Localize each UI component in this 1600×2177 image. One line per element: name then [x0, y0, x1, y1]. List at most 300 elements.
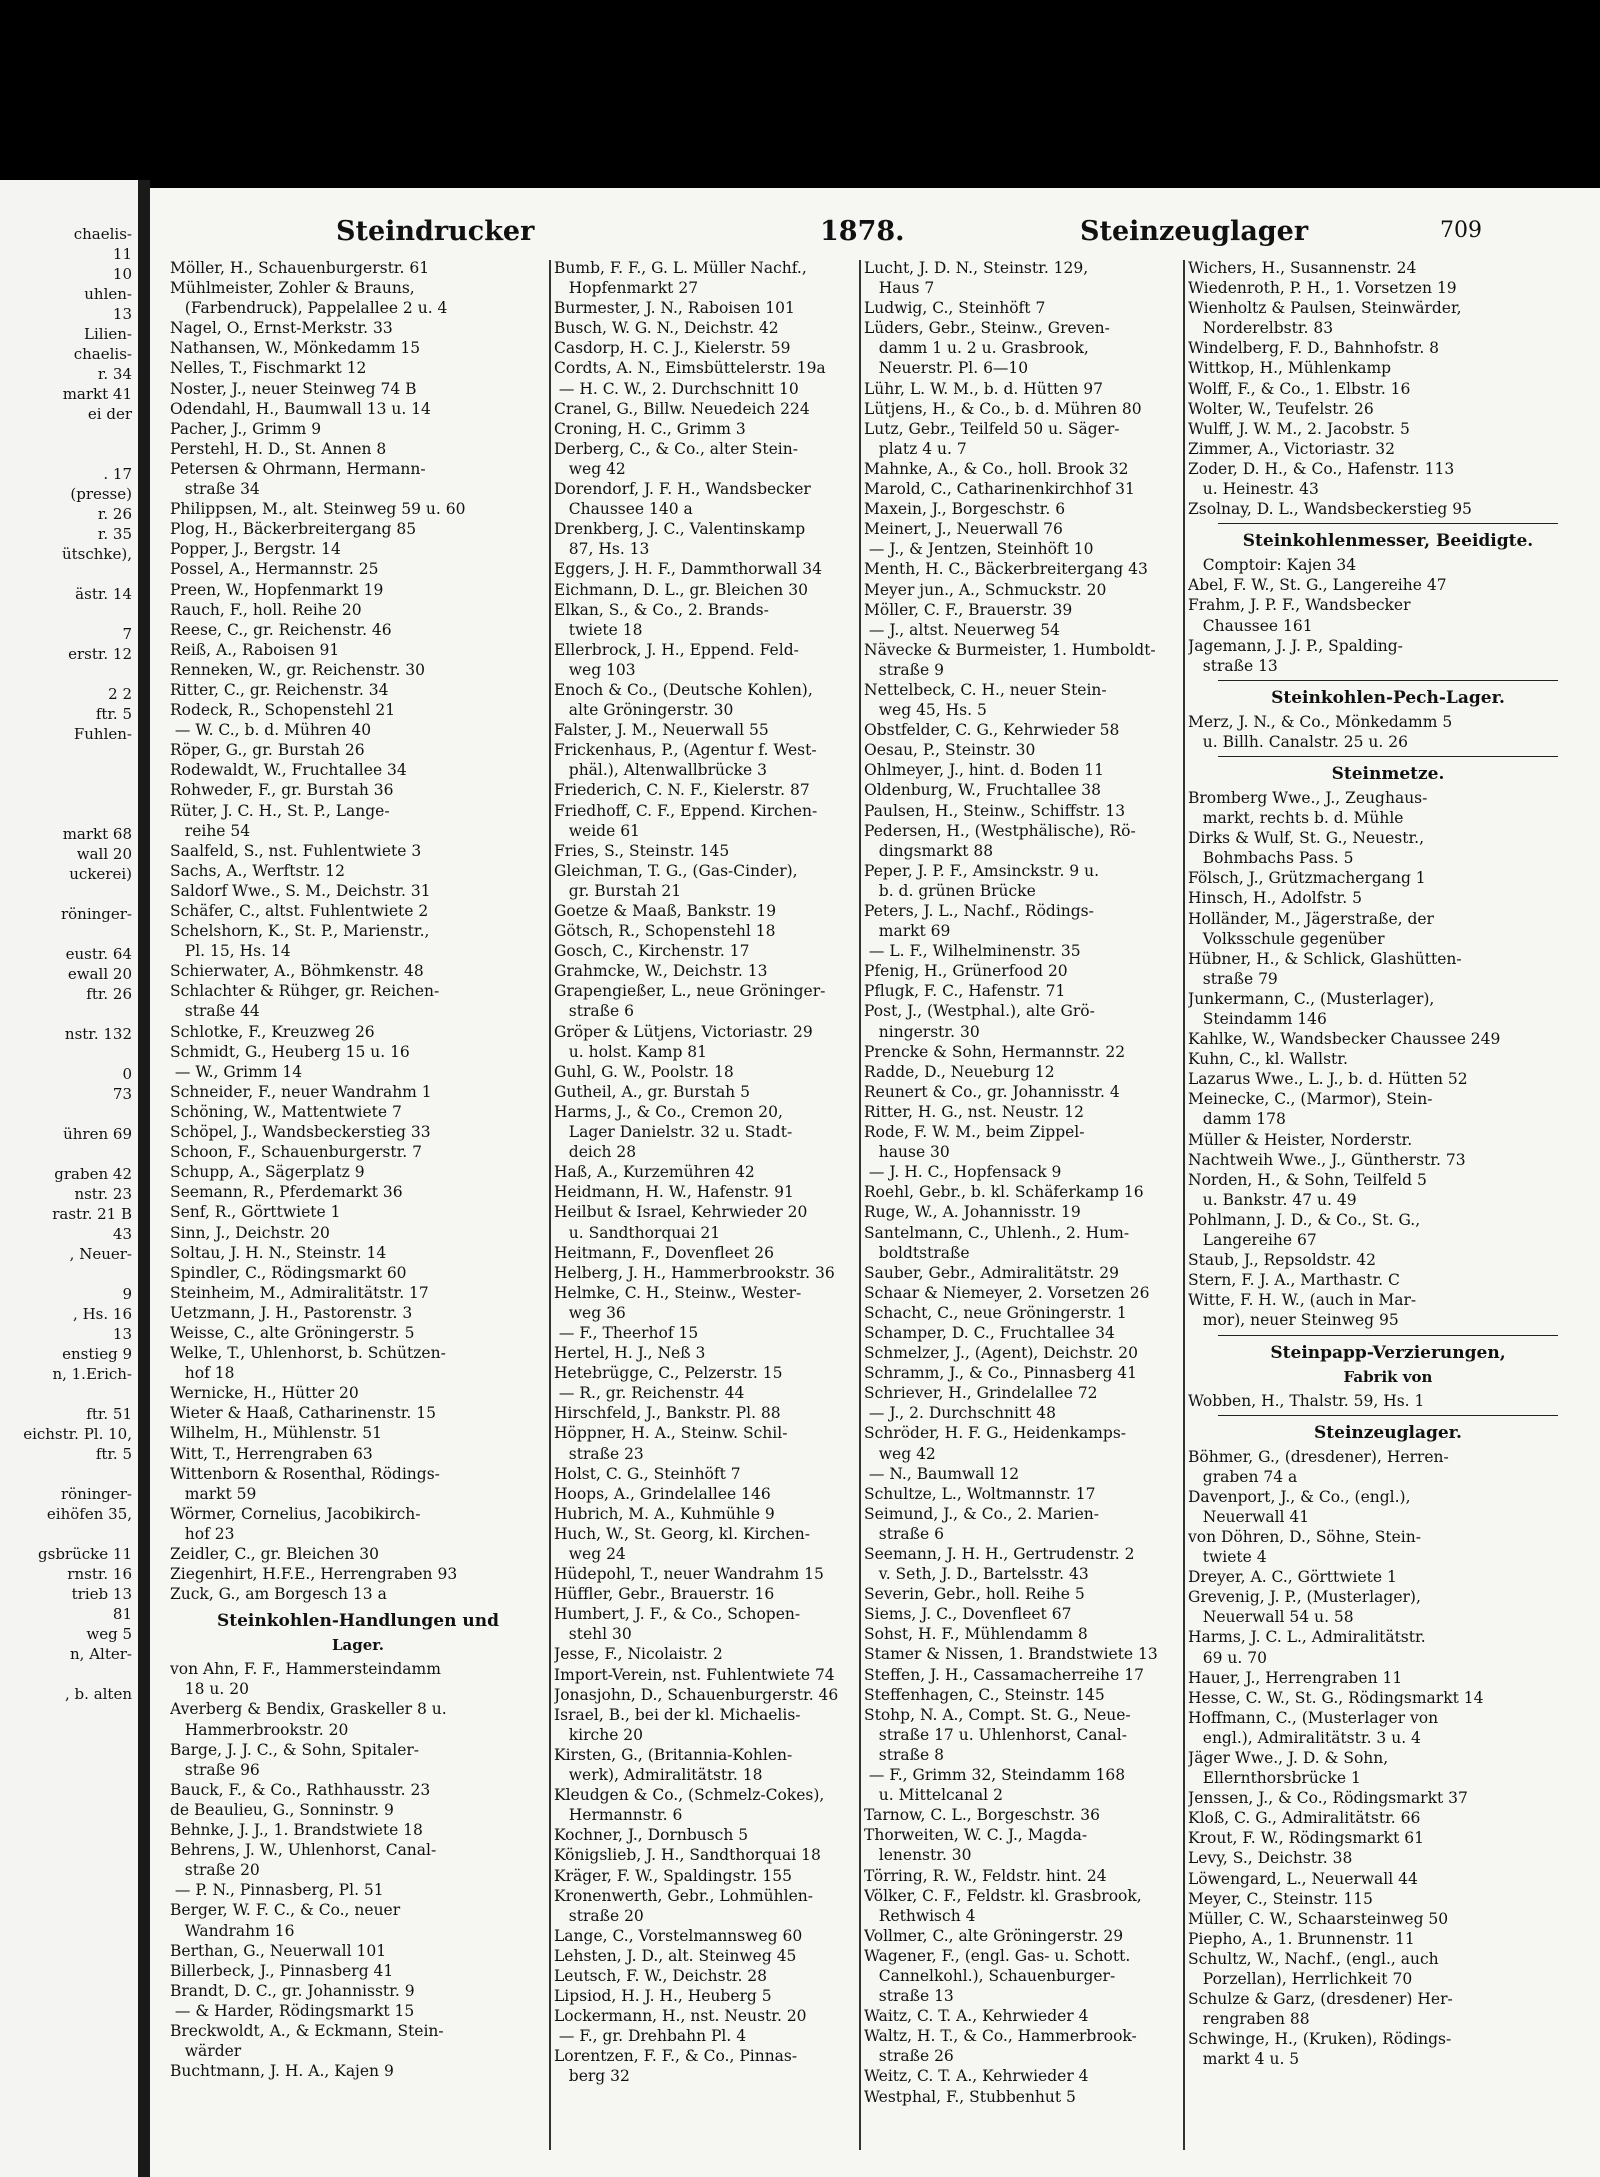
directory-entry: Frickenhaus, P., (Agentur f. West-	[554, 741, 817, 760]
directory-entry: Buchtmann, J. H. A., Kajen 9	[170, 2062, 394, 2081]
directory-entry: Norderelbstr. 83	[1188, 319, 1334, 338]
directory-entry: alte Gröningerstr. 30	[554, 701, 734, 720]
directory-entry: straße 17 u. Uhlenhorst, Canal-	[864, 1725, 1127, 1744]
directory-entry: Waitz, C. T. A., Kehrwieder 4	[864, 2007, 1089, 2026]
directory-entry: — W., Grimm 14	[170, 1062, 303, 1081]
header-left-heading: Steindrucker	[336, 216, 535, 247]
directory-entry: Krout, F. W., Rödingsmarkt 61	[1188, 1829, 1424, 1848]
directory-entry: rengraben 88	[1188, 2010, 1310, 2029]
directory-entry: Kahlke, W., Wandsbecker Chaussee 249	[1188, 1030, 1501, 1049]
directory-entry: Röper, G., gr. Burstah 26	[170, 741, 365, 760]
section-rule	[1218, 523, 1558, 524]
directory-entry: Severin, Gebr., holl. Reihe 5	[864, 1585, 1085, 1604]
directory-entry: Ohlmeyer, J., hint. d. Boden 11	[864, 761, 1105, 780]
directory-entry: Wieter & Haaß, Catharinenstr. 15	[170, 1404, 436, 1423]
directory-entry: Heitmann, F., Dovenfleet 26	[554, 1243, 774, 1262]
directory-entry: u. Sandthorquai 21	[554, 1223, 721, 1242]
directory-entry: von Döhren, D., Söhne, Stein-	[1188, 1527, 1421, 1546]
directory-entry: Bumb, F. F., G. L. Müller Nachf.,	[554, 259, 807, 277]
directory-entry: Dorendorf, J. F. H., Wandsbecker	[554, 480, 811, 499]
directory-entry: 87, Hs. 13	[554, 540, 650, 559]
facing-page-line: eustr. 64	[65, 945, 132, 963]
column-1	[170, 258, 546, 2081]
directory-entry: weg 45, Hs. 5	[864, 701, 987, 720]
page-number: 709	[1440, 218, 1482, 243]
directory-entry: Seemann, J. H. H., Gertrudenstr. 2	[864, 1545, 1135, 1563]
facing-page-column	[4, 224, 138, 1704]
section-heading: Steinpapp-Verzierungen,	[1270, 1342, 1506, 1363]
facing-page-line: 13	[112, 1325, 132, 1343]
directory-entry: Harms, J. C. L., Admiralitätstr.	[1188, 1628, 1426, 1647]
directory-entry: Kochner, J., Dornbusch 5	[554, 1826, 749, 1845]
directory-entry: Perstehl, H. D., St. Annen 8	[170, 439, 387, 458]
directory-entry: Zoder, D. H., & Co., Hafenstr. 113	[1188, 459, 1455, 478]
directory-entry: straße 34	[170, 480, 260, 499]
directory-entry: Heidmann, H. W., Hafenstr. 91	[554, 1183, 794, 1202]
directory-entry: b. d. grünen Brücke	[864, 881, 1036, 900]
directory-entry: Schlachter & Rühger, gr. Reichen-	[170, 982, 440, 1001]
directory-entry: Lühr, L. W. M., b. d. Hütten 97	[864, 379, 1104, 398]
column-divider	[549, 260, 551, 2150]
directory-entry: engl.), Admiralitätstr. 3 u. 4	[1188, 1728, 1421, 1747]
directory-entry: Ziegenhirt, H.F.E., Herrengraben 93	[170, 1565, 458, 1584]
facing-page-line	[4, 1264, 138, 1284]
directory-entry: Burmester, J. N., Raboisen 101	[554, 299, 795, 318]
directory-entry: u. Heinestr. 43	[1188, 480, 1319, 499]
directory-entry: Hinsch, H., Adolfstr. 5	[1188, 889, 1362, 908]
facing-page-line	[4, 444, 138, 464]
facing-page-line	[4, 784, 138, 804]
directory-entry: Sinn, J., Deichstr. 20	[170, 1223, 330, 1242]
directory-entry: Langereihe 67	[1188, 1231, 1317, 1250]
directory-entry: Kronenwerth, Gebr., Lohmühlen-	[554, 1886, 813, 1905]
facing-page-line: markt 68	[62, 825, 132, 843]
directory-entry: Grevenig, J. P., (Musterlager),	[1188, 1588, 1421, 1607]
directory-entry: weg 36	[554, 1303, 626, 1322]
directory-entry: Berger, W. F. C., & Co., neuer	[170, 1901, 401, 1920]
directory-entry: Dreyer, A. C., Görttwiete 1	[1188, 1568, 1397, 1587]
directory-entry: Spindler, C., Rödingsmarkt 60	[170, 1263, 407, 1282]
directory-entry: Noster, J., neuer Steinweg 74 B	[170, 379, 417, 398]
directory-entry: Neuerstr. Pl. 6—10	[864, 359, 1029, 378]
facing-page-line	[4, 1044, 138, 1064]
facing-page-line: r. 26	[97, 505, 132, 523]
directory-entry: Enoch & Co., (Deutsche Kohlen),	[554, 680, 813, 699]
directory-entry: Breckwoldt, A., & Eckmann, Stein-	[170, 2021, 444, 2040]
directory-entry: 18 u. 20	[170, 1680, 249, 1699]
directory-entry: Friedhoff, C. F., Eppend. Kirchen-	[554, 801, 818, 820]
directory-entry: Staub, J., Repsoldstr. 42	[1188, 1251, 1377, 1270]
directory-entry: damm 178	[1188, 1110, 1286, 1129]
facing-page-line: Fuhlen-	[73, 725, 132, 743]
directory-entry: — J., 2. Durchschnitt 48	[864, 1404, 1057, 1423]
directory-entry: straße 13	[1188, 656, 1278, 675]
directory-entry: Popper, J., Bergstr. 14	[170, 540, 341, 559]
directory-entry: Westphal, F., Stubbenhut 5	[864, 2087, 1076, 2106]
directory-entry: Hetebrügge, C., Pelzerstr. 15	[554, 1364, 783, 1383]
directory-entry: Fölsch, J., Grützmachergang 1	[1188, 869, 1426, 888]
directory-entry: Siems, J. C., Dovenfleet 67	[864, 1605, 1072, 1624]
facing-page-line: , Neuer-	[69, 1245, 132, 1263]
directory-entry: Post, J., (Westphal.), alte Grö-	[864, 1002, 1095, 1021]
directory-entry: Oldenburg, W., Fruchtallee 38	[864, 781, 1102, 800]
directory-entry: Lorentzen, F. F., & Co., Pinnas-	[554, 2047, 798, 2066]
directory-entry: — F., gr. Drehbahn Pl. 4	[554, 2027, 747, 2046]
directory-entry: — & Harder, Rödingsmarkt 15	[170, 2001, 415, 2020]
facing-page-line	[4, 424, 138, 444]
directory-entry: Radde, D., Neueburg 12	[864, 1062, 1055, 1081]
facing-page-line	[4, 1004, 138, 1024]
directory-entry: Wichers, H., Susannenstr. 24	[1188, 259, 1417, 277]
directory-entry: Schamper, D. C., Fruchtallee 34	[864, 1323, 1115, 1342]
directory-entry: Friederich, C. N. F., Kielerstr. 87	[554, 781, 810, 800]
directory-entry: — F., Theerhof 15	[554, 1323, 699, 1342]
directory-entry: Waltz, H. T., & Co., Hammerbrook-	[864, 2027, 1137, 2046]
facing-page-line	[4, 564, 138, 584]
column-3	[864, 258, 1180, 2107]
directory-entry: Jenssen, J., & Co., Rödingsmarkt 37	[1188, 1789, 1468, 1808]
directory-entry: — L. F., Wilhelminenstr. 35	[864, 942, 1081, 961]
directory-entry: straße 20	[554, 1906, 644, 1925]
directory-entry: u. Billh. Canalstr. 25 u. 26	[1188, 732, 1408, 751]
directory-entry: Schupp, A., Sägerplatz 9	[170, 1163, 365, 1182]
directory-entry: Abel, F. W., St. G., Langereihe 47	[1188, 576, 1447, 595]
directory-entry: Cranel, G., Billw. Neuedeich 224	[554, 399, 810, 418]
directory-entry: Schlotke, F., Kreuzweg 26	[170, 1022, 375, 1041]
directory-entry: Jonasjohn, D., Schauenburgerstr. 46	[554, 1685, 839, 1704]
directory-entry: Meinecke, C., (Marmor), Stein-	[1188, 1090, 1433, 1109]
directory-entry: Schierwater, A., Böhmkenstr. 48	[170, 962, 424, 981]
directory-entry: twiete 18	[554, 620, 643, 639]
directory-entry: Lockermann, H., nst. Neustr. 20	[554, 2007, 807, 2026]
facing-page-line	[4, 744, 138, 764]
facing-page-line: ftr. 5	[95, 705, 132, 723]
directory-entry: Israel, B., bei der kl. Michaelis-	[554, 1705, 801, 1724]
directory-entry: 69 u. 70	[1188, 1648, 1267, 1667]
directory-entry: Falster, J. M., Neuerwall 55	[554, 721, 769, 740]
directory-entry: straße 44	[170, 1002, 260, 1021]
facing-page-line	[4, 664, 138, 684]
directory-entry: Lipsiod, H. J. H., Heuberg 5	[554, 1987, 772, 2006]
directory-entry: Norden, H., & Sohn, Teilfeld 5	[1188, 1170, 1427, 1189]
section-subheading: Lager.	[331, 1636, 385, 1655]
directory-entry: Tarnow, C. L., Borgeschstr. 36	[864, 1806, 1100, 1825]
directory-entry: de Beaulieu, G., Sonninstr. 9	[170, 1800, 394, 1819]
directory-entry: Chaussee 161	[1188, 616, 1313, 635]
directory-entry: Wagener, F., (engl. Gas- u. Schott.	[864, 1946, 1131, 1965]
directory-entry: u. holst. Kamp 81	[554, 1042, 708, 1061]
directory-entry: Schöpel, J., Wandsbeckerstieg 33	[170, 1123, 431, 1142]
directory-entry: mor), neuer Steinweg 95	[1188, 1311, 1399, 1330]
directory-entry: Wolter, W., Teufelstr. 26	[1188, 399, 1374, 418]
directory-entry: Harms, J., & Co., Cremon 20,	[554, 1102, 783, 1121]
directory-entry: markt, rechts b. d. Mühle	[1188, 809, 1404, 828]
directory-entry: Behnke, J. J., 1. Brandstwiete 18	[170, 1821, 423, 1840]
directory-entry: Schramm, J., & Co., Pinnasberg 41	[864, 1364, 1138, 1383]
directory-entry: Stamer & Nissen, 1. Brandstwiete 13	[864, 1645, 1158, 1664]
directory-entry: Thorweiten, W. C. J., Magda-	[864, 1826, 1088, 1845]
directory-entry: Levy, S., Deichstr. 38	[1188, 1849, 1353, 1868]
directory-entry: Humbert, J. F., & Co., Schopen-	[554, 1605, 801, 1624]
directory-entry: kirche 20	[554, 1725, 644, 1744]
directory-entry: Bohmbachs Pass. 5	[1188, 849, 1354, 868]
directory-entry: Maxein, J., Borgeschstr. 6	[864, 500, 1066, 519]
directory-entry: Wienholtz & Paulsen, Steinwärder,	[1188, 299, 1462, 318]
directory-entry: hof 18	[170, 1364, 235, 1383]
facing-page-line: röninger-	[60, 1485, 132, 1503]
directory-entry: Pflugk, F. C., Hafenstr. 71	[864, 982, 1066, 1001]
directory-entry: straße 13	[864, 1987, 954, 2006]
directory-entry: Hesse, C. W., St. G., Rödingsmarkt 14	[1188, 1688, 1484, 1707]
facing-page-line: 0	[122, 1065, 132, 1083]
facing-page-line: graben 42	[54, 1165, 132, 1183]
directory-entry: — P. N., Pinnasberg, Pl. 51	[170, 1881, 384, 1900]
directory-entry: — J., & Jentzen, Steinhöft 10	[864, 540, 1094, 559]
directory-entry: Guhl, G. W., Poolstr. 18	[554, 1062, 734, 1081]
directory-entry: Zeidler, C., gr. Bleichen 30	[170, 1545, 380, 1563]
directory-entry: Pedersen, H., (Westphälische), Rö-	[864, 821, 1136, 840]
directory-entry: Peters, J. L., Nachf., Rödings-	[864, 902, 1094, 920]
section-heading: Steinzeuglager.	[1314, 1422, 1462, 1443]
directory-entry: Plog, H., Bäckerbreitergang 85	[170, 520, 417, 539]
directory-entry: weg 24	[554, 1545, 626, 1563]
directory-entry: Nävecke & Burmeister, 1. Humboldt-	[864, 640, 1156, 659]
column-divider	[1183, 260, 1185, 2150]
directory-entry: Eggers, J. H. F., Dammthorwall 34	[554, 560, 822, 579]
directory-entry: Lazarus Wwe., L. J., b. d. Hütten 52	[1188, 1070, 1468, 1089]
directory-entry: Sachs, A., Werftstr. 12	[170, 861, 345, 880]
facing-page-line: enstieg 9	[62, 1345, 132, 1363]
facing-page-line	[4, 1464, 138, 1484]
directory-entry: Stohp, N. A., Compt. St. G., Neue-	[864, 1705, 1131, 1724]
directory-entry: berg 32	[554, 2067, 630, 2086]
directory-entry: Nettelbeck, C. H., neuer Stein-	[864, 680, 1107, 699]
facing-page-line: 43	[112, 1225, 132, 1243]
directory-entry: Neuerwall 54 u. 58	[1188, 1608, 1354, 1627]
directory-entry: markt 59	[170, 1484, 257, 1503]
directory-entry: Rethwisch 4	[864, 1906, 976, 1925]
directory-entry: Bromberg Wwe., J., Zeughaus-	[1188, 788, 1428, 807]
directory-entry: reihe 54	[170, 821, 251, 840]
directory-entry: Mühlmeister, Zohler & Brauns,	[170, 279, 415, 298]
facing-page-line: uckerei)	[69, 865, 132, 883]
directory-entry: Pohlmann, J. D., & Co., St. G.,	[1188, 1210, 1421, 1229]
directory-entry: Import-Verein, nst. Fuhlentwiete 74	[554, 1665, 835, 1684]
directory-entry: Odendahl, H., Baumwall 13 u. 14	[170, 399, 431, 418]
directory-entry: Grapengießer, L., neue Gröninger-	[554, 982, 826, 1001]
directory-entry: Steffen, J. H., Cassamacherreihe 17	[864, 1665, 1144, 1684]
directory-entry: Porzellan), Herrlichkeit 70	[1188, 1970, 1413, 1989]
directory-entry: Weitz, C. T. A., Kehrwieder 4	[864, 2067, 1089, 2086]
directory-entry: Wernicke, H., Hütter 20	[170, 1384, 359, 1403]
directory-entry: Preen, W., Hopfenmarkt 19	[170, 580, 384, 599]
directory-entry: Witt, T., Herrengraben 63	[170, 1444, 373, 1463]
directory-entry: Gröper & Lütjens, Victoriastr. 29	[554, 1022, 813, 1041]
facing-page-line	[4, 884, 138, 904]
directory-entry: straße 9	[864, 660, 944, 679]
facing-page-line	[4, 1144, 138, 1164]
directory-entry: Jäger Wwe., J. D. & Sohn,	[1188, 1749, 1389, 1767]
directory-entry: wärder	[170, 2042, 242, 2061]
directory-entry: von Ahn, F. F., Hammersteindamm	[170, 1660, 441, 1679]
directory-entry: Kirsten, G., (Britannia-Kohlen-	[554, 1745, 793, 1764]
directory-entry: Törring, R. W., Feldstr. hint. 24	[864, 1866, 1107, 1885]
directory-entry: Jesse, F., Nicolaistr. 2	[554, 1645, 723, 1664]
directory-entry: Neuerwall 41	[1188, 1507, 1310, 1526]
directory-entry: straße 23	[554, 1444, 644, 1463]
facing-page-line: rnstr. 16	[67, 1565, 132, 1583]
facing-page-line: nstr. 132	[64, 1025, 132, 1043]
directory-entry: lenenstr. 30	[864, 1846, 972, 1865]
facing-page-line: (presse)	[70, 485, 132, 503]
directory-entry: straße 8	[864, 1745, 944, 1764]
directory-entry: Rodeck, R., Schopenstehl 21	[170, 701, 396, 720]
directory-entry: Weisse, C., alte Gröningerstr. 5	[170, 1323, 415, 1342]
directory-entry: Averberg & Bendix, Graskeller 8 u.	[170, 1700, 447, 1719]
directory-entry: Pl. 15, Hs. 14	[170, 942, 291, 961]
directory-entry: Meyer, C., Steinstr. 115	[1188, 1889, 1373, 1908]
directory-entry: Pfenig, H., Grünerfood 20	[864, 962, 1068, 981]
section-heading: Steinmetze.	[1331, 763, 1445, 784]
directory-entry: u. Bankstr. 47 u. 49	[1188, 1190, 1357, 1209]
directory-entry: Grahmcke, W., Deichstr. 13	[554, 962, 768, 981]
directory-entry: Drenkberg, J. C., Valentinskamp	[554, 520, 806, 539]
directory-entry: Schaar & Niemeyer, 2. Vorsetzen 26	[864, 1283, 1150, 1302]
directory-entry: Croning, H. C., Grimm 3	[554, 419, 746, 438]
directory-entry: Schäfer, C., altst. Fuhlentwiete 2	[170, 902, 429, 920]
directory-entry: Nelles, T., Fischmarkt 12	[170, 359, 367, 378]
facing-page-line: ei der	[87, 405, 132, 423]
book-gutter	[138, 180, 150, 2177]
directory-entry: Helmke, C. H., Steinw., Wester-	[554, 1283, 802, 1302]
directory-entry: Hoops, A., Grindelallee 146	[554, 1484, 771, 1503]
directory-entry: Hoffmann, C., (Musterlager von	[1188, 1708, 1439, 1727]
facing-page-line: rastr. 21 B	[52, 1205, 132, 1223]
facing-page-line: ewall 20	[67, 965, 132, 983]
directory-entry: Wolff, F., & Co., 1. Elbstr. 16	[1188, 379, 1411, 398]
directory-entry: Nagel, O., Ernst-Merkstr. 33	[170, 319, 393, 338]
directory-entry: Helberg, J. H., Hammerbrookstr. 36	[554, 1263, 835, 1282]
directory-entry: Mahnke, A., & Co., holl. Brook 32	[864, 459, 1129, 478]
directory-entry: Lange, C., Vorstelmannsweg 60	[554, 1926, 803, 1945]
facing-page-line: . 17	[103, 465, 132, 483]
directory-entry: Behrens, J. W., Uhlenhorst, Canal-	[170, 1841, 437, 1860]
column-2	[554, 258, 856, 2087]
directory-entry: boldtstraße	[864, 1243, 970, 1262]
directory-entry: Pacher, J., Grimm 9	[170, 419, 322, 438]
directory-entry: Hermannstr. 6	[554, 1806, 683, 1825]
directory-entry: Frahm, J. P. F., Wandsbecker	[1188, 596, 1411, 615]
directory-entry: Schacht, C., neue Gröningerstr. 1	[864, 1303, 1127, 1322]
directory-entry: Kloß, C. G., Admiralitätstr. 66	[1188, 1809, 1421, 1828]
directory-entry: Lutz, Gebr., Teilfeld 50 u. Säger-	[864, 419, 1120, 438]
directory-entry: Lütjens, H., & Co., b. d. Mühren 80	[864, 399, 1142, 418]
section-rule	[1218, 680, 1558, 681]
running-header	[150, 216, 1600, 256]
directory-entry: Kuhn, C., kl. Wallstr.	[1188, 1050, 1348, 1069]
directory-entry: Hopfenmarkt 27	[554, 279, 699, 298]
directory-entry: Seemann, R., Pferdemarkt 36	[170, 1183, 403, 1202]
directory-entry: Steindamm 146	[1188, 1010, 1327, 1028]
facing-page-line: , Hs. 16	[73, 1305, 132, 1323]
directory-entry: twiete 4	[1188, 1548, 1267, 1567]
directory-entry: Fries, S., Steinstr. 145	[554, 841, 730, 860]
facing-page-line: 10	[112, 265, 132, 283]
directory-entry: Goetze & Maaß, Bankstr. 19	[554, 902, 777, 920]
facing-page-line	[4, 604, 138, 624]
directory-entry: Wittenborn & Rosenthal, Rödings-	[170, 1464, 440, 1483]
directory-entry: werk), Admiralitätstr. 18	[554, 1766, 763, 1785]
facing-page-line	[4, 764, 138, 784]
facing-page-line	[4, 1524, 138, 1544]
directory-entry: Hirschfeld, J., Bankstr. Pl. 88	[554, 1404, 781, 1423]
directory-entry: — J. H. C., Hopfensack 9	[864, 1163, 1062, 1182]
directory-entry: straße 26	[864, 2047, 954, 2066]
directory-entry: Marold, C., Catharinenkirchhof 31	[864, 480, 1135, 499]
facing-page-line: r. 35	[97, 525, 132, 543]
directory-entry: Hertel, H. J., Neß 3	[554, 1344, 706, 1363]
facing-page-line: uhlen-	[84, 285, 132, 303]
directory-entry: graben 74 a	[1188, 1467, 1298, 1486]
directory-entry: Lehsten, J. D., alt. Steinweg 45	[554, 1946, 797, 1965]
directory-entry: Meinert, J., Neuerwall 76	[864, 520, 1063, 539]
directory-entry: Barge, J. J. C., & Sohn, Spitaler-	[170, 1740, 420, 1759]
directory-entry: Zsolnay, D. L., Wandsbeckerstieg 95	[1188, 500, 1472, 519]
column-divider	[859, 260, 861, 2150]
directory-entry: — R., gr. Reichenstr. 44	[554, 1384, 745, 1403]
facing-page-line: ftr. 5	[95, 1445, 132, 1463]
directory-entry: Berthan, G., Neuerwall 101	[170, 1941, 387, 1960]
directory-entry: stehl 30	[554, 1625, 632, 1644]
directory-entry: Schoon, F., Schauenburgerstr. 7	[170, 1143, 422, 1162]
directory-entry: Cannelkohl.), Schauenburger-	[864, 1966, 1116, 1985]
directory-entry: Schmidt, G., Heuberg 15 u. 16	[170, 1042, 410, 1061]
directory-entry: Ritter, H. G., nst. Neustr. 12	[864, 1102, 1085, 1121]
directory-entry: straße 20	[170, 1861, 260, 1880]
directory-entry: — N., Baumwall 12	[864, 1464, 1020, 1483]
directory-entry: weg 42	[554, 459, 626, 478]
directory-entry: Prencke & Sohn, Hermannstr. 22	[864, 1042, 1126, 1061]
directory-entry: Ritter, C., gr. Reichenstr. 34	[170, 680, 389, 699]
directory-entry: Gleichman, T. G., (Gas-Cinder),	[554, 861, 798, 880]
facing-page-line: n, 1.Erich-	[52, 1365, 132, 1383]
facing-page-line: eihöfen 35,	[46, 1505, 132, 1523]
directory-entry: Heilbut & Israel, Kehrwieder 20	[554, 1203, 808, 1222]
directory-entry: Ellernthorsbrücke 1	[1188, 1769, 1361, 1788]
facing-page-line: ästr. 14	[75, 585, 132, 603]
facing-page-line: trieb 13	[71, 1585, 132, 1603]
directory-entry: Lüders, Gebr., Steinw., Greven-	[864, 319, 1110, 338]
directory-entry: straße 79	[1188, 969, 1278, 988]
directory-entry: Nachtweih Wwe., J., Güntherstr. 73	[1188, 1150, 1466, 1169]
directory-entry: straße 6	[554, 1002, 634, 1021]
directory-entry: Holst, C. G., Steinhöft 7	[554, 1464, 741, 1483]
facing-page-line: 7	[122, 625, 132, 643]
directory-entry: Davenport, J., & Co., (engl.),	[1188, 1487, 1411, 1506]
directory-page	[150, 188, 1600, 2177]
facing-page-line: r. 34	[97, 365, 132, 383]
column-4	[1188, 258, 1588, 2070]
directory-entry: Haß, A., Kurzemühren 42	[554, 1163, 755, 1182]
directory-entry: Zimmer, A., Victoriastr. 32	[1188, 439, 1396, 458]
header-year: 1878.	[820, 216, 905, 247]
directory-entry: ningerstr. 30	[864, 1022, 980, 1041]
facing-page-line	[4, 924, 138, 944]
directory-entry: Müller, C. W., Schaarsteinweg 50	[1188, 1909, 1449, 1928]
directory-entry: Wörmer, Cornelius, Jacobikirch-	[170, 1504, 421, 1523]
directory-entry: Philippsen, M., alt. Steinweg 59 u. 60	[170, 500, 466, 519]
facing-page-line: 9	[122, 1285, 132, 1303]
